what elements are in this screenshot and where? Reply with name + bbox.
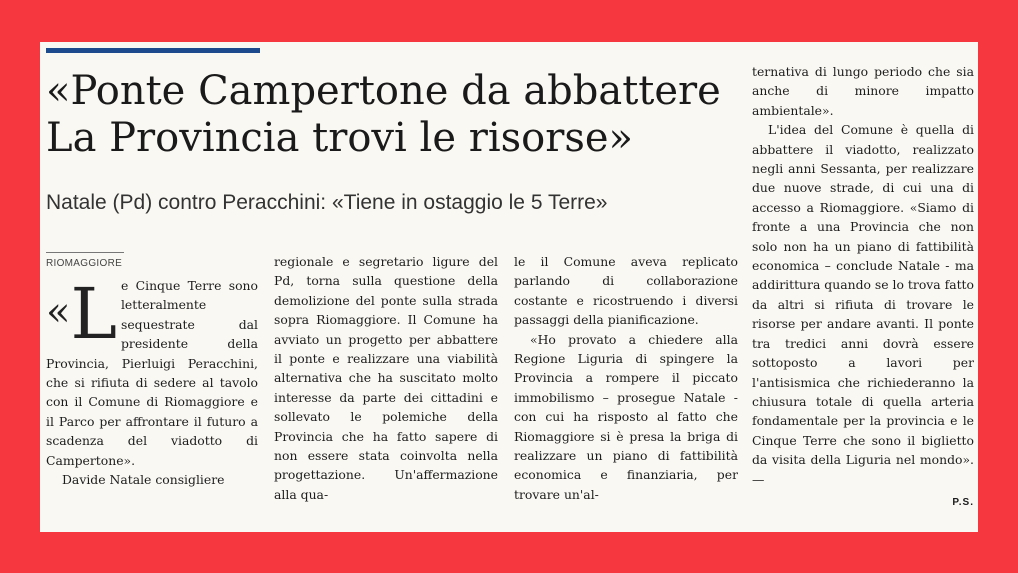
- paragraph: e Cinque Terre sono letteralmente sequestrate dal presidente della Provincia, Pierluigi Peracchini, che si rifiuta di sedere al tavolo con il Comune di Riomaggiore e il Parco per affrontare il futuro a scadenza del viadotto di Campertone».: [46, 278, 258, 468]
- headline: [46, 68, 746, 162]
- paragraph: Davide Natale consigliere: [62, 472, 225, 488]
- paragraph: L'idea del Comune è quella di abbattere il viadotto, realizzato negli anni Sessanta, per realizzare due nuove strade, di cui una di accesso a Riomaggiore. «Siamo di fronte a una Provincia che non solo non ha un piano di fattibilità economica – conclude Natale - ma addirittura quando se lo trova fatto da altri si rifiuta di trovare le risorse per andare avanti. Il ponte tra tredici anni dovrà essere sottoposto a lavori per l'antisismica che richiederanno la chiusura totale di quella arteria fondamentale per la provincia e le Cinque Terre che sono il biglietto da visita della Liguria nel mondo». —: [752, 122, 974, 487]
- article-column-2: [274, 252, 498, 532]
- author-signature: P.S.: [952, 496, 974, 508]
- drop-quote-mark: «: [46, 289, 71, 335]
- drop-cap-block: [46, 276, 117, 355]
- subheadline: Natale (Pd) contro Peracchini: «Tiene in ostaggio le 5 Terre»: [46, 191, 608, 214]
- drop-cap: L: [70, 276, 117, 355]
- paragraph: ternativa di lungo periodo che sia anche di minore impatto ambientale».: [752, 64, 974, 118]
- paragraph: regionale e segretario ligure del Pd, torna sulla questione della demolizione del ponte sulla strada sopra Riomaggiore. Il Comune ha avviato un progetto per abbattere il ponte e realizzare una viabilità alternativa che ha suscitato molto interesse da parte dei cittadini e sollevato le polemiche della Provincia che ha fatto sapere di non essere stata coinvolta nella progettazione. Un'affermazione alla qua-: [274, 254, 498, 502]
- location-kicker: RIOMAGGIORE: [46, 252, 124, 269]
- article-column-4: [752, 62, 974, 532]
- newspaper-clipping: [40, 42, 978, 532]
- paragraph: «Ho provato a chiedere alla Regione Liguria di spingere la Provincia a rompere il piccato immobilismo – prosegue Natale - con cui ha risposto al fatto che Riomaggiore si è presa la briga di realizzare un piano di fattibilità economica e finanziaria, per trovare un'al-: [514, 331, 738, 502]
- headline-line-1: «Ponte Campertone da abbattere: [46, 68, 721, 114]
- headline-line-2: La Provincia trovi le risorse»: [46, 115, 634, 161]
- article-column-1: [46, 276, 258, 532]
- section-accent-bar: [46, 48, 260, 53]
- article-column-3: [514, 252, 738, 532]
- paragraph: le il Comune aveva replicato parlando di collaborazione costante e ricostruendo i diversi passaggi della pianificazione.: [514, 254, 738, 328]
